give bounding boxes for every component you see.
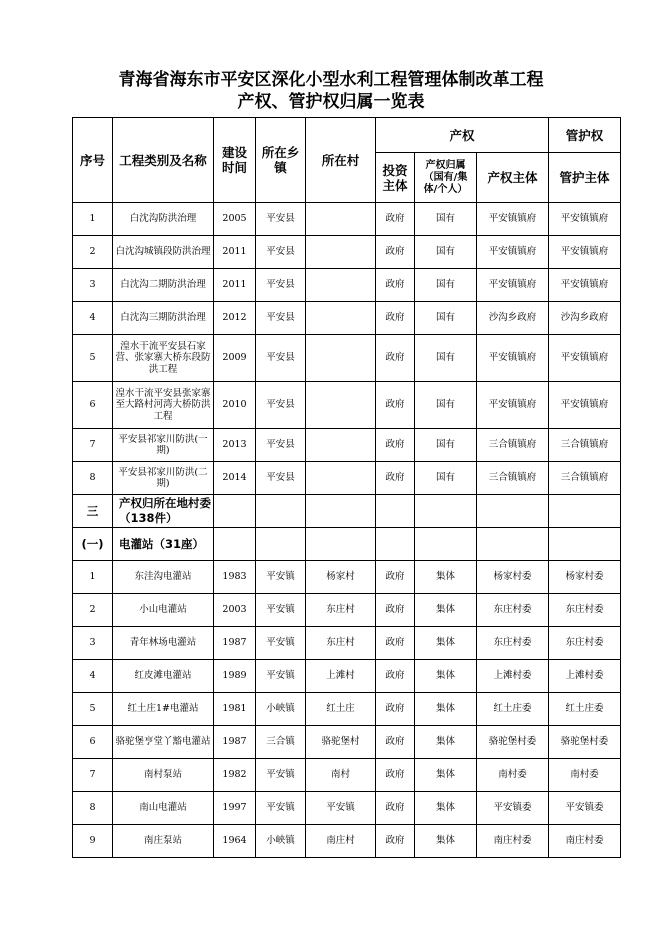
cell-year: 2011: [214, 236, 256, 269]
cell-name: 平安县祁家川防洪(一期): [113, 429, 214, 462]
cell-ownership: 集体: [415, 759, 477, 792]
cell-name: 青年林场电灌站: [113, 627, 214, 660]
table-row: [73, 759, 621, 792]
cell-town: 平安镇: [256, 792, 306, 825]
cell-manager: 平安镇镇府: [549, 236, 621, 269]
cell-village: 骆驼堡村: [306, 726, 376, 759]
section-row: [73, 495, 621, 528]
cell-investor: 政府: [376, 382, 415, 429]
cell-manager: 平安镇镇府: [549, 335, 621, 382]
cell-investor: 政府: [376, 627, 415, 660]
cell-seq: 3: [73, 627, 113, 660]
empty-cell: [376, 495, 415, 528]
cell-owner: 东庄村委: [477, 594, 549, 627]
cell-village: 东庄村: [306, 594, 376, 627]
cell-owner: 三合镇镇府: [477, 462, 549, 495]
cell-name: 白沈沟二期防洪治理: [113, 269, 214, 302]
cell-village: 上滩村: [306, 660, 376, 693]
header-village: 所在村: [306, 118, 376, 203]
table-row: [73, 726, 621, 759]
cell-year: 2009: [214, 335, 256, 382]
cell-investor: 政府: [376, 269, 415, 302]
cell-seq: 1: [73, 203, 113, 236]
cell-seq: 7: [73, 759, 113, 792]
cell-town: 三合镇: [256, 726, 306, 759]
cell-seq: 5: [73, 335, 113, 382]
cell-village: [306, 462, 376, 495]
cell-year: 2011: [214, 269, 256, 302]
cell-seq: 3: [73, 269, 113, 302]
cell-village: [306, 382, 376, 429]
cell-ownership: 国有: [415, 462, 477, 495]
cell-owner: 平安镇镇府: [477, 203, 549, 236]
table-row: [73, 462, 621, 495]
cell-manager: 东庄村委: [549, 594, 621, 627]
section-name: 电灌站（31座）: [113, 528, 214, 561]
cell-seq: 1: [73, 561, 113, 594]
cell-manager: 平安镇镇府: [549, 203, 621, 236]
cell-owner: 平安镇委: [477, 792, 549, 825]
cell-name: 南山电灌站: [113, 792, 214, 825]
cell-year: 1964: [214, 825, 256, 858]
ownership-table: [72, 117, 621, 858]
cell-seq: 4: [73, 302, 113, 335]
cell-seq: 8: [73, 792, 113, 825]
cell-manager: 南村委: [549, 759, 621, 792]
empty-cell: [549, 495, 621, 528]
cell-village: [306, 335, 376, 382]
cell-village: 杨家村: [306, 561, 376, 594]
cell-town: 平安县: [256, 429, 306, 462]
cell-name: 东洼沟电灌站: [113, 561, 214, 594]
cell-year: 2012: [214, 302, 256, 335]
cell-manager: 沙沟乡政府: [549, 302, 621, 335]
cell-town: 平安县: [256, 269, 306, 302]
cell-seq: 5: [73, 693, 113, 726]
cell-seq: 2: [73, 236, 113, 269]
empty-cell: [214, 528, 256, 561]
empty-cell: [415, 495, 477, 528]
cell-investor: 政府: [376, 561, 415, 594]
cell-owner: 红土庄委: [477, 693, 549, 726]
cell-manager: 南庄村委: [549, 825, 621, 858]
cell-year: 1987: [214, 627, 256, 660]
cell-manager: 平安镇委: [549, 792, 621, 825]
document-title-line1: 青海省海东市平安区深化小型水利工程管理体制改革工程: [118, 70, 544, 90]
cell-town: 平安镇: [256, 660, 306, 693]
cell-year: 1989: [214, 660, 256, 693]
cell-village: [306, 236, 376, 269]
cell-year: 2010: [214, 382, 256, 429]
cell-town: 小峡镇: [256, 825, 306, 858]
header-year: 建设时间: [214, 118, 256, 203]
cell-town: 平安县: [256, 335, 306, 382]
cell-village: [306, 203, 376, 236]
cell-seq: 2: [73, 594, 113, 627]
cell-investor: 政府: [376, 594, 415, 627]
cell-seq: 6: [73, 726, 113, 759]
cell-ownership: 国有: [415, 302, 477, 335]
cell-owner: 三合镇镇府: [477, 429, 549, 462]
cell-investor: 政府: [376, 759, 415, 792]
cell-manager: 杨家村委: [549, 561, 621, 594]
cell-village: [306, 429, 376, 462]
cell-investor: 政府: [376, 302, 415, 335]
cell-manager: 平安镇镇府: [549, 269, 621, 302]
cell-owner: 杨家村委: [477, 561, 549, 594]
cell-owner: 骆驼堡村委: [477, 726, 549, 759]
cell-town: 平安镇: [256, 561, 306, 594]
empty-cell: [256, 528, 306, 561]
header-property-right: 产权: [376, 118, 549, 153]
cell-owner: 平安镇镇府: [477, 236, 549, 269]
cell-owner: 南庄村委: [477, 825, 549, 858]
cell-ownership: 国有: [415, 269, 477, 302]
cell-ownership: 国有: [415, 236, 477, 269]
cell-village: 东庄村: [306, 627, 376, 660]
cell-seq: 9: [73, 825, 113, 858]
cell-town: 平安县: [256, 203, 306, 236]
cell-owner: 上滩村委: [477, 660, 549, 693]
cell-investor: 政府: [376, 236, 415, 269]
cell-name: 南庄泵站: [113, 825, 214, 858]
table-row: [73, 594, 621, 627]
cell-investor: 政府: [376, 335, 415, 382]
cell-owner: 东庄村委: [477, 627, 549, 660]
cell-ownership: 集体: [415, 693, 477, 726]
header-ownership: 产权归属（国有/集体/个人）: [415, 153, 477, 203]
cell-village: 南庄村: [306, 825, 376, 858]
cell-seq: 4: [73, 660, 113, 693]
cell-ownership: 国有: [415, 203, 477, 236]
section-name: 产权归所在地村委（138件）: [113, 495, 214, 528]
cell-year: 2014: [214, 462, 256, 495]
header-manager: 管护主体: [549, 153, 621, 203]
cell-investor: 政府: [376, 462, 415, 495]
empty-cell: [306, 528, 376, 561]
cell-year: 1982: [214, 759, 256, 792]
table-row: [73, 302, 621, 335]
header-seq: 序号: [73, 118, 113, 203]
cell-ownership: 集体: [415, 792, 477, 825]
empty-cell: [477, 495, 549, 528]
empty-cell: [214, 495, 256, 528]
cell-name: 平安县祁家川防洪(二期): [113, 462, 214, 495]
section-seq: (一): [73, 528, 113, 561]
table-row: [73, 269, 621, 302]
cell-investor: 政府: [376, 203, 415, 236]
header-owner: 产权主体: [477, 153, 549, 203]
cell-name: 骆驼堡亨堂丫豁电灌站: [113, 726, 214, 759]
empty-cell: [549, 528, 621, 561]
table-row: [73, 203, 621, 236]
cell-manager: 红土庄委: [549, 693, 621, 726]
cell-ownership: 集体: [415, 726, 477, 759]
table-row: [73, 236, 621, 269]
header-project: 工程类别及名称: [113, 118, 214, 203]
cell-owner: 平安镇镇府: [477, 335, 549, 382]
cell-owner: 沙沟乡政府: [477, 302, 549, 335]
section-row: [73, 528, 621, 561]
table-row: [73, 561, 621, 594]
cell-name: 红皮滩电灌站: [113, 660, 214, 693]
cell-ownership: 国有: [415, 382, 477, 429]
cell-investor: 政府: [376, 429, 415, 462]
cell-name: 白沈沟三期防洪治理: [113, 302, 214, 335]
cell-manager: 骆驼堡村委: [549, 726, 621, 759]
cell-ownership: 集体: [415, 594, 477, 627]
cell-year: 1997: [214, 792, 256, 825]
cell-village: 平安镇: [306, 792, 376, 825]
header-town: 所在乡镇: [256, 118, 306, 203]
header-investor: 投资主体: [376, 153, 415, 203]
table-row: [73, 693, 621, 726]
cell-ownership: 集体: [415, 561, 477, 594]
cell-town: 平安镇: [256, 594, 306, 627]
cell-ownership: 集体: [415, 825, 477, 858]
cell-manager: 东庄村委: [549, 627, 621, 660]
table-row: [73, 335, 621, 382]
cell-name: 红土庄1#电灌站: [113, 693, 214, 726]
empty-cell: [256, 495, 306, 528]
cell-name: 湟水干流平安县张家寨至大路村河湾大桥防洪工程: [113, 382, 214, 429]
cell-name: 白沈沟城镇段防洪治理: [113, 236, 214, 269]
cell-manager: 三合镇镇府: [549, 462, 621, 495]
cell-owner: 平安镇镇府: [477, 382, 549, 429]
cell-year: 2013: [214, 429, 256, 462]
section-seq: 三: [73, 495, 113, 528]
empty-cell: [376, 528, 415, 561]
cell-name: 南村泵站: [113, 759, 214, 792]
cell-town: 平安县: [256, 382, 306, 429]
empty-cell: [415, 528, 477, 561]
cell-ownership: 国有: [415, 335, 477, 382]
header-manage-right: 管护权: [549, 118, 621, 153]
cell-investor: 政府: [376, 726, 415, 759]
table-row: [73, 792, 621, 825]
cell-investor: 政府: [376, 825, 415, 858]
table-row: [73, 382, 621, 429]
empty-cell: [306, 495, 376, 528]
table-row: [73, 429, 621, 462]
cell-ownership: 国有: [415, 429, 477, 462]
cell-village: [306, 302, 376, 335]
cell-year: 1987: [214, 726, 256, 759]
cell-name: 湟水干流平安县石家营、张家寨大桥东段防洪工程: [113, 335, 214, 382]
cell-owner: 南村委: [477, 759, 549, 792]
cell-town: 平安镇: [256, 627, 306, 660]
cell-name: 小山电灌站: [113, 594, 214, 627]
cell-manager: 平安镇镇府: [549, 382, 621, 429]
cell-year: 1981: [214, 693, 256, 726]
cell-seq: 8: [73, 462, 113, 495]
cell-ownership: 集体: [415, 627, 477, 660]
cell-town: 平安县: [256, 302, 306, 335]
cell-town: 平安县: [256, 236, 306, 269]
cell-village: 红土庄: [306, 693, 376, 726]
cell-manager: 三合镇镇府: [549, 429, 621, 462]
cell-investor: 政府: [376, 660, 415, 693]
cell-village: [306, 269, 376, 302]
cell-owner: 平安镇镇府: [477, 269, 549, 302]
cell-year: 2005: [214, 203, 256, 236]
cell-ownership: 集体: [415, 660, 477, 693]
cell-seq: 6: [73, 382, 113, 429]
cell-year: 1983: [214, 561, 256, 594]
cell-year: 2003: [214, 594, 256, 627]
table-row: [73, 627, 621, 660]
table-row: [73, 660, 621, 693]
cell-village: 南村: [306, 759, 376, 792]
cell-name: 白沈沟防洪治理: [113, 203, 214, 236]
cell-town: 小峡镇: [256, 693, 306, 726]
cell-investor: 政府: [376, 792, 415, 825]
table-row: [73, 825, 621, 858]
empty-cell: [477, 528, 549, 561]
cell-manager: 上滩村委: [549, 660, 621, 693]
document-title-line2: 产权、管护权归属一览表: [237, 92, 425, 112]
cell-investor: 政府: [376, 693, 415, 726]
cell-town: 平安镇: [256, 759, 306, 792]
cell-seq: 7: [73, 429, 113, 462]
cell-town: 平安县: [256, 462, 306, 495]
